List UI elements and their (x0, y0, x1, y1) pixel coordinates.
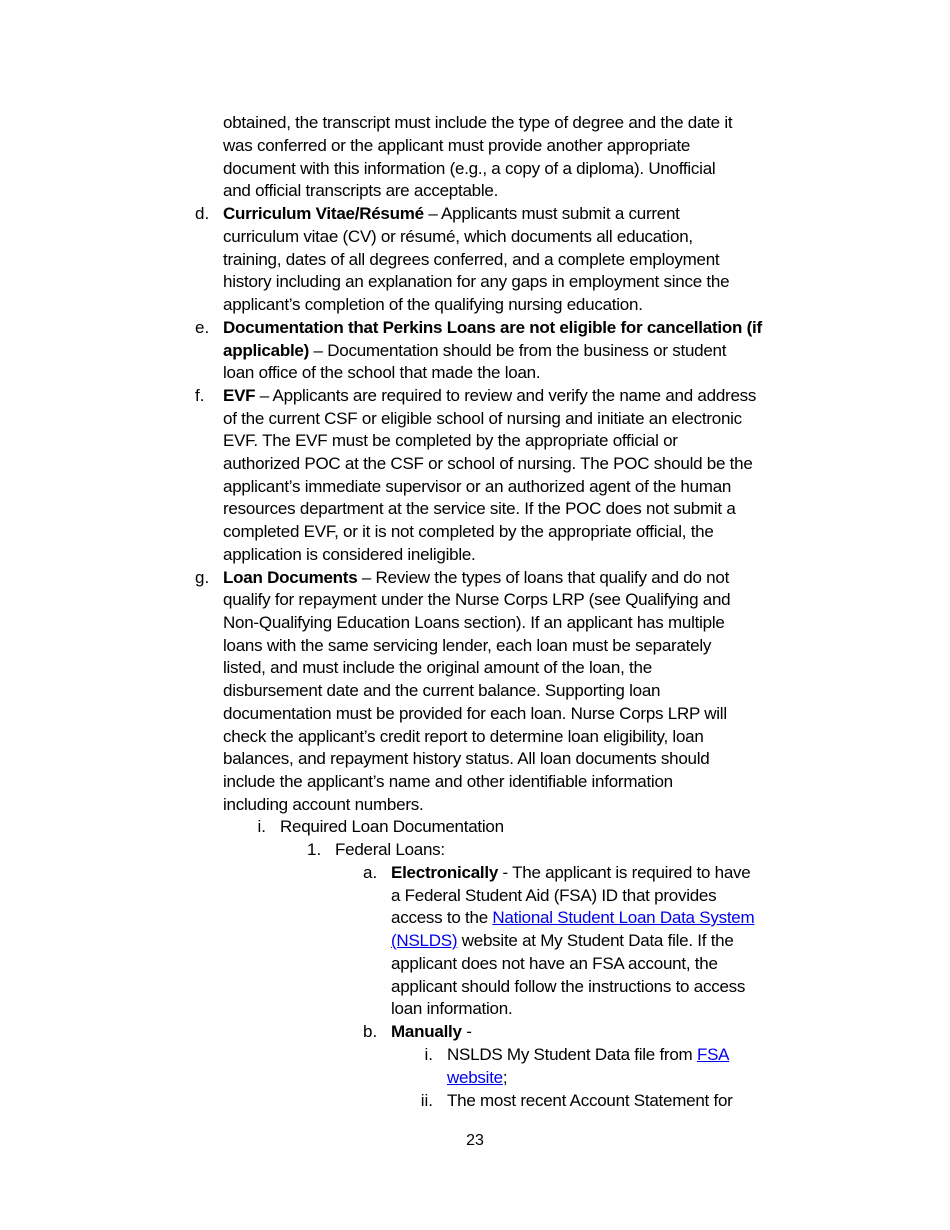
item-f-line: applicant’s immediate supervisor or an authorized agent of the human (223, 477, 732, 496)
item-e-title-part1: Documentation that Perkins Loans are not eligible for cancellation (if (223, 318, 762, 337)
item-e-second-line (223, 340, 726, 363)
sub-b-rest: - (461, 1022, 472, 1041)
item-g-title: Loan Documents (223, 568, 358, 587)
item-g-line: check the applicant’s credit report to determine loan eligibility, loan (223, 727, 704, 746)
continuation-line: was conferred or the applicant must provide another appropriate (223, 136, 691, 155)
item-d-line: training, dates of all degrees conferred, and a complete employment (223, 250, 720, 269)
item-f-line: of the current CSF or eligible school of nursing and initiate an electronic (223, 409, 742, 428)
item-g-line: include the applicant’s name and other identifiable information (223, 772, 673, 791)
item-f-first-line (223, 385, 756, 408)
list-marker-roman-i: i. (257, 817, 266, 836)
item-g-line: listed, and must include the original amount of the loan, the (223, 658, 652, 677)
fsa-website-link[interactable]: FSA (696, 1045, 730, 1064)
item-f-title: EVF (223, 386, 256, 405)
item-g-line: Non-Qualifying Education Loans section). If an applicant has multiple (223, 613, 725, 632)
sub-a-line: loan information. (391, 999, 513, 1018)
item-e-title-line (223, 317, 762, 340)
list-marker-1: 1. (307, 840, 322, 859)
required-loan-documentation: Required Loan Documentation (280, 817, 504, 836)
item-d-line: applicant’s completion of the qualifying nursing education. (223, 295, 643, 314)
item-f-line: EVF. The EVF must be completed by the appropriate official or (223, 431, 678, 450)
item-g-first-rest: – Review the types of loans that qualify and do not (357, 568, 730, 587)
item-g-line: disbursement date and the current balance. Supporting loan (223, 681, 661, 700)
sub-a-first-rest: - The applicant is required to have (498, 863, 751, 882)
sub-a-line: a Federal Student Aid (FSA) ID that provides (391, 886, 717, 905)
list-marker-b: b. (363, 1022, 378, 1041)
sub-a-line4-rest: website at My Student Data file. If the (457, 931, 734, 950)
item-f-line: resources department at the service site. If the POC does not submit a (223, 499, 736, 518)
item-g-line: including account numbers. (223, 795, 424, 814)
list-marker-a: a. (363, 863, 378, 882)
list-marker-g: g. (195, 568, 210, 587)
item-d-title: Curriculum Vitae/Résumé (223, 204, 424, 223)
sub-a-first-line (391, 862, 751, 885)
sub-a-title: Electronically (391, 863, 499, 882)
list-marker-b-roman-i: i. (424, 1045, 433, 1064)
sub-b-i-line-2 (447, 1067, 507, 1090)
sub-a-line: applicant does not have an FSA account, the (391, 954, 718, 973)
list-marker-f: f. (195, 386, 205, 405)
item-e-title-part2: applicable) (223, 341, 310, 360)
item-g-first-line (223, 567, 729, 590)
item-d-line: history including an explanation for any gaps in employment since the (223, 272, 730, 291)
item-d-line: curriculum vitae (CV) or résumé, which documents all education, (223, 227, 693, 246)
item-d-first-rest: – Applicants must submit a current (423, 204, 680, 223)
list-marker-d: d. (195, 204, 210, 223)
sub-b-ii-line: The most recent Account Statement for (447, 1091, 733, 1110)
item-f-line: authorized POC at the CSF or school of nursing. The POC should be the (223, 454, 753, 473)
item-g-line: documentation must be provided for each loan. Nurse Corps LRP will (223, 704, 727, 723)
sub-a-link-line (391, 907, 754, 930)
item-e-second-rest: – Documentation should be from the business or student (309, 341, 727, 360)
list-marker-b-roman-ii: ii. (420, 1091, 433, 1110)
sub-b-i-pre: NSLDS My Student Data file from (447, 1045, 697, 1064)
item-g-line: qualify for repayment under the Nurse Corps LRP (see Qualifying and (223, 590, 731, 609)
page-number: 23 (466, 1132, 484, 1149)
sub-b-i-line (447, 1044, 729, 1067)
nslds-link[interactable]: National Student Loan Data System (492, 908, 755, 927)
item-f-line: application is considered ineligible. (223, 545, 476, 564)
federal-loans-heading: Federal Loans: (335, 840, 445, 859)
continuation-line: document with this information (e.g., a copy of a diploma). Unofficial (223, 159, 716, 178)
fsa-website-link-continued[interactable]: website (447, 1068, 503, 1087)
item-f-line: completed EVF, or it is not completed by the appropriate official, the (223, 522, 714, 541)
continuation-line: and official transcripts are acceptable. (223, 181, 499, 200)
item-f-first-rest: – Applicants are required to review and verify the name and address (255, 386, 757, 405)
nslds-link-continued[interactable]: (NSLDS) (391, 931, 458, 950)
sub-a-line: applicant should follow the instructions to access (391, 977, 746, 996)
item-e-line: loan office of the school that made the loan. (223, 363, 541, 382)
continuation-line: obtained, the transcript must include the type of degree and the date it (223, 113, 733, 132)
item-d-first-line (223, 203, 680, 226)
sub-a-link-line-2 (391, 930, 734, 953)
sub-b-title: Manually (391, 1022, 462, 1041)
list-marker-e: e. (195, 318, 210, 337)
item-g-line: balances, and repayment history status. All loan documents should (223, 749, 710, 768)
sub-b-i-after: ; (502, 1068, 508, 1087)
sub-a-line3-pre: access to the (391, 908, 493, 927)
item-g-line: loans with the same servicing lender, each loan must be separately (223, 636, 712, 655)
sub-b-line (391, 1021, 472, 1044)
